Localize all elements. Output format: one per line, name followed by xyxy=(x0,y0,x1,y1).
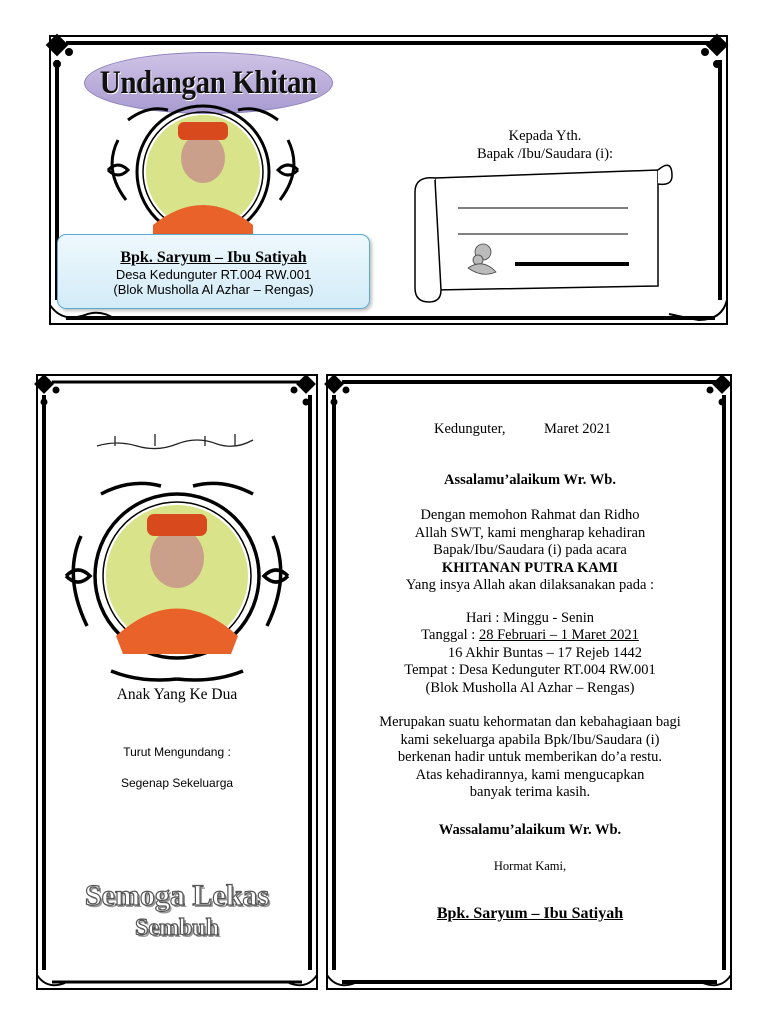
greeting: Assalamu’alaikum Wr. Wb. xyxy=(444,472,616,488)
body-line: berkenan hadir untuk memberikan do’a restu. xyxy=(397,749,663,765)
body-line: Merupakan suatu kehormatan dan kebahagiaan bagi xyxy=(379,714,681,730)
basmalah-calligraphy xyxy=(95,430,255,452)
letter-place: Kedunguter, xyxy=(434,421,506,437)
event-date-line xyxy=(336,627,724,645)
parents-name: Bpk. Saryum – Ibu Satiyah xyxy=(120,249,307,266)
regards: Hormat Kami, xyxy=(493,859,567,873)
invitation-body xyxy=(336,507,724,802)
letter-date: Maret 2021 xyxy=(544,421,612,437)
recipient-line-1: Kepada Yth. xyxy=(508,128,582,144)
recipient-line-2: Bapak /Ibu/Saudara (i): xyxy=(476,145,614,162)
body-line: Allah SWT, kami mengharap kehadiran xyxy=(414,524,646,541)
child-order: Anak Yang Ke Dua xyxy=(116,686,238,703)
body-line: Atas kehadirannya, kami mengucapkan xyxy=(415,766,645,783)
date-label: Tanggal : xyxy=(421,627,479,643)
body-line: Bapak/Ibu/Saudara (i) pada acara xyxy=(433,542,627,558)
event-venue: Tempat : Desa Kedunguter RT.004 RW.001 xyxy=(404,662,656,678)
hijri-date: 16 Akhir Buntas – 17 Rejeb 1442 xyxy=(447,644,643,661)
child-photo-medallion-cover xyxy=(98,100,308,240)
address-scroll xyxy=(413,156,677,308)
event-date: 28 Februari – 1 Maret 2021 xyxy=(478,627,639,643)
get-well-wish xyxy=(45,880,309,944)
body-line: Dengan memohon Rahmat dan Ridho xyxy=(420,507,640,523)
parents-box xyxy=(57,234,370,309)
inviter-label: Turut Mengundang : xyxy=(123,745,231,759)
event-venue-detail: (Blok Musholla Al Azhar – Rengas) xyxy=(425,679,635,696)
event-name: KHITANAN PUTRA KAMI xyxy=(441,559,619,576)
address-line-2: (Blok Musholla Al Azhar – Rengas) xyxy=(113,282,314,297)
inviter-name: Segenap Sekeluarga xyxy=(120,776,234,790)
body-line: Yang insya Allah akan dilaksanakan pada : xyxy=(405,577,655,593)
body-line: banyak terima kasih. xyxy=(469,784,591,800)
wish-line-2: Sembuh xyxy=(134,915,220,941)
page-title: Undangan Khitan xyxy=(100,64,317,101)
wish-line-1: Semoga Lekas xyxy=(84,879,270,912)
child-photo-medallion-left xyxy=(61,476,293,682)
signature: Bpk. Saryum – Ibu Satiyah xyxy=(436,905,624,922)
address-line-1: Desa Kedunguter RT.004 RW.001 xyxy=(115,267,312,282)
body-line: kami sekeluarga apabila Bpk/Ibu/Saudara (i) xyxy=(400,731,660,748)
event-day: Hari : Minggu - Senin xyxy=(465,609,595,626)
closing: Wassalamu’alaikum Wr. Wb. xyxy=(438,822,622,838)
